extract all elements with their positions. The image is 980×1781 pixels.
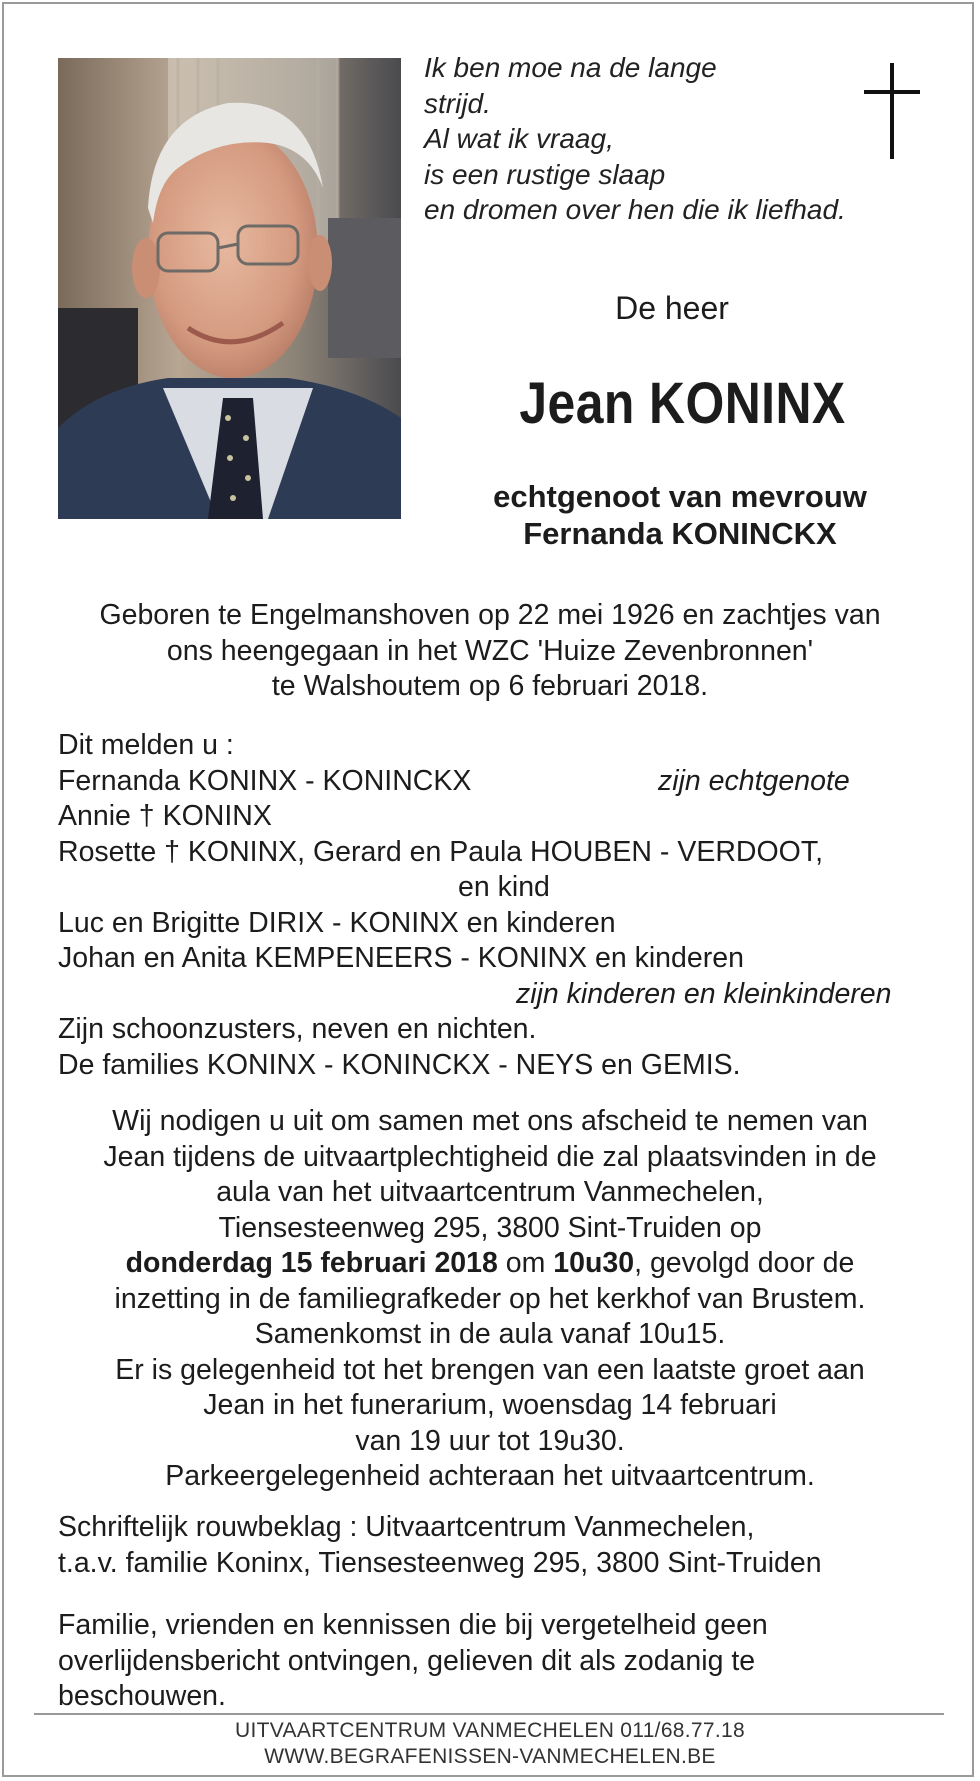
poem-line: Ik ben moe na de lange	[424, 52, 717, 83]
invite-line: Er is gelegenheid tot het brengen van een laatste groet aan	[115, 1353, 865, 1386]
funeral-invitation	[58, 1104, 922, 1495]
family-role: zijn kinderen en kleinkinderen	[516, 977, 892, 1010]
invite-line: Jean tijdens de uitvaartplechtigheid die zal plaatsvinden in de	[103, 1140, 877, 1173]
deceased-name: Jean KONINX	[519, 371, 846, 436]
poem-line: is een rustige slaap	[424, 158, 666, 190]
invite-line: Parkeergelegenheid achteraan het uitvaartcentrum.	[165, 1460, 815, 1492]
funeral-time: 10u30	[553, 1247, 635, 1279]
invite-line: inzetting in de familiegrafkeder op het kerkhof van Brustem.	[114, 1282, 866, 1315]
family-list	[58, 728, 922, 1083]
notice-line: Familie, vrienden en kennissen die bij vergetelheid geen	[58, 1609, 768, 1641]
invite-line	[58, 1246, 922, 1282]
family-role: zijn echtgenote	[658, 764, 850, 797]
family-row: Luc en Brigitte DIRIX - KONINX en kinderen	[58, 906, 616, 939]
portrait-photo	[58, 58, 401, 519]
funeral-date: donderdag 15 februari 2018	[125, 1247, 498, 1279]
family-row: Annie † KONINX	[58, 800, 272, 832]
condolence-line: t.a.v. familie Koninx, Tiensesteenweg 295, 3800 Sint-Truiden	[58, 1546, 822, 1579]
family-intro: Dit melden u :	[58, 729, 234, 761]
notice-line: overlijdensbericht ontvingen, gelieven dit als zodanig te	[58, 1644, 756, 1677]
birth-line: te Walshoutem op 6 februari 2018.	[271, 670, 709, 702]
invite-text: , gevolgd door de	[634, 1247, 855, 1279]
poem	[424, 50, 846, 228]
family-row: en kind	[458, 871, 550, 903]
family-row: Zijn schoonzusters, neven en nichten.	[58, 1013, 537, 1045]
family-row: Rosette † KONINX, Gerard en Paula HOUBEN - VERDOOT,	[58, 835, 824, 868]
notice-line: beschouwen.	[58, 1680, 226, 1712]
invite-line: Jean in het funerarium, woensdag 14 februari	[203, 1389, 777, 1421]
family-row: Johan en Anita KEMPENEERS - KONINX en kinderen	[58, 942, 744, 974]
poem-line: Al wat ik vraag,	[424, 123, 614, 154]
birth-death-info	[58, 598, 922, 705]
condolence-address	[58, 1510, 922, 1581]
family-row	[58, 977, 922, 1013]
family-row: De families KONINX - KONINCKX - NEYS en GEMIS.	[58, 1048, 741, 1081]
footer	[0, 1718, 980, 1770]
invite-line: aula van het uitvaartcentrum Vanmechelen,	[216, 1176, 764, 1208]
footer-contact: UITVAARTCENTRUM VANMECHELEN 011/68.77.18	[235, 1719, 745, 1742]
spouse-line: Fernanda KONINCKX	[523, 516, 837, 551]
footer-divider	[34, 1713, 944, 1715]
invite-line: Samenkomst in de aula vanaf 10u15.	[254, 1318, 726, 1350]
cross-icon	[864, 63, 920, 159]
notice	[58, 1608, 922, 1715]
birth-line: Geboren te Engelmanshoven op 22 mei 1926 en zachtjes van	[99, 599, 881, 631]
birth-line: ons heengegaan in het WZC 'Huize Zevenbronnen'	[166, 634, 814, 667]
condolence-line: Schriftelijk rouwbeklag : Uitvaartcentrum Vanmechelen,	[58, 1511, 755, 1543]
title-prefix: De heer	[615, 290, 729, 326]
family-row	[58, 764, 922, 800]
spouse-info	[430, 478, 930, 552]
spouse-line: echtgenoot van mevrouw	[493, 479, 867, 514]
invite-line: van 19 uur tot 19u30.	[355, 1424, 625, 1457]
poem-line: en dromen over hen die ik liefhad.	[424, 194, 846, 225]
invite-text: om	[497, 1247, 554, 1279]
family-member: Fernanda KONINX - KONINCKX	[58, 764, 472, 797]
invite-line: Tiensesteenweg 295, 3800 Sint-Truiden op	[218, 1211, 762, 1244]
footer-website: WWW.BEGRAFENISSEN-VANMECHELEN.BE	[264, 1745, 716, 1768]
poem-line: strijd.	[424, 87, 491, 119]
invite-line: Wij nodigen u uit om samen met ons afscheid te nemen van	[112, 1105, 868, 1137]
